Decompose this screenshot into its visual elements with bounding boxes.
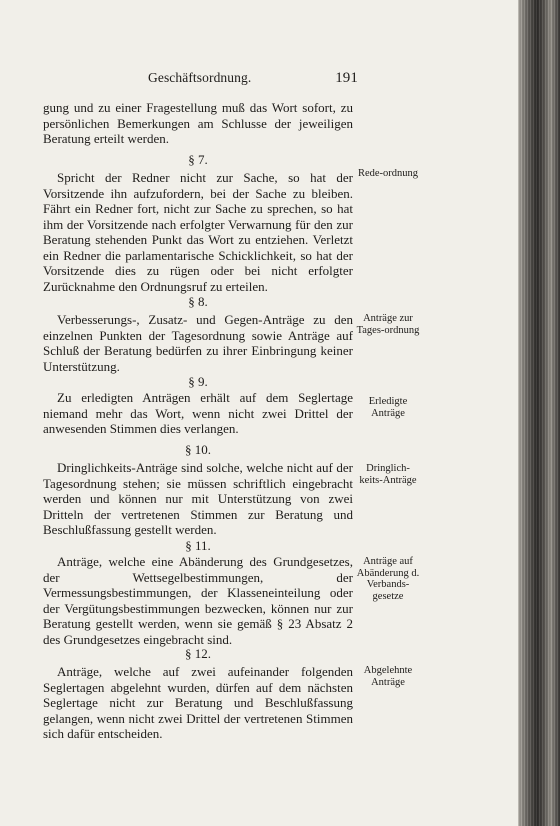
section-paragraph: Verbesserungs-, Zusatz- und Gegen-Anträge zu den einzelnen Punkten der Tagesordnung sowie Anträge auf Schluß der Beratung bedürfen zu ihrer Einbringung keiner Unterstützung. [43,312,353,374]
section-heading: § 11. [185,538,211,553]
section-heading: § 12. [185,646,211,661]
section-paragraph: Dringlichkeits-Anträge sind solche, welche nicht auf der Tagesordnung stehen; sie müssen schriftlich eingebracht werden und können nur mit Unterstützung von zwei Dritteln der vertretenen Stimmen zur Beratung und Beschlußfassung gestellt werden. [43,460,353,537]
page-number: 191 [335,70,358,86]
section-paragraph: Spricht der Redner nicht zur Sache, so hat der Vorsitzende ihn aufzufordern, bei der Sache zu bleiben. Fährt ein Redner fort, nicht zur Sache zu sprechen, so hat ihm der Vorsitzende nach erfolgter Verwarnung für den zur Beratung stehenden Punkt das Wort zu entziehen. Verletzt ein Redner die parlamentarische Schicklichkeit, so hat der Vorsitzende dies zu rügen oder bei nicht erfolgter Zurücknahme den Ordnungsruf zu erteilen. [43,170,353,294]
margin-note: Erledigte Anträge [368,396,408,419]
margin-note: Rede-ordnung [357,168,419,179]
section-paragraph: Zu erledigten Anträgen erhält auf dem Seglertage niemand mehr das Wort, wenn nicht zwei Drittel der anwesenden Stimmen dies verlangen. [43,390,353,436]
section-heading: § 8. [188,294,208,309]
section-heading: § 9. [188,374,208,389]
paragraph-continuation: gung und zu einer Fragestellung muß das Wort sofort, zu persönlichen Bemerkungen am Schlusse der jeweiligen Beratung erteilt werden. [43,100,353,146]
book-spine-edge [518,0,560,826]
margin-note: Anträge zur Tages-ordnung [356,313,420,336]
section-heading: § 10. [185,442,211,457]
margin-note: Abgelehnte Anträge [363,665,413,688]
margin-note: Dringlich-keits-Anträge [359,463,417,486]
section-paragraph: Anträge, welche auf zwei aufeinander folgenden Seglertagen abgelehnt wurden, dürfen auf dem nächsten Seglertage nicht zur Beratung und Beschlußfassung gelangen, wenn nicht zwei Drittel der vertretenen Stimmen sich dafür entscheiden. [43,664,353,741]
margin-note: Anträge auf Abänderung d. Verbands-gesetze [356,556,420,602]
running-title: Geschäftsordnung. [148,70,252,85]
section-heading: § 7. [188,152,208,167]
section-paragraph: Anträge, welche eine Abänderung des Grundgesetzes, der Wettsegelbestimmungen, der Vermessungsbestimmungen, der Klasseneinteilung oder der Vergütungsbestimmungen bezwecken, können nur zur Beratung gestellt werden, wenn sie gemäß § 23 Absatz 2 des Grundgesetzes eingebracht sind. [43,554,353,647]
